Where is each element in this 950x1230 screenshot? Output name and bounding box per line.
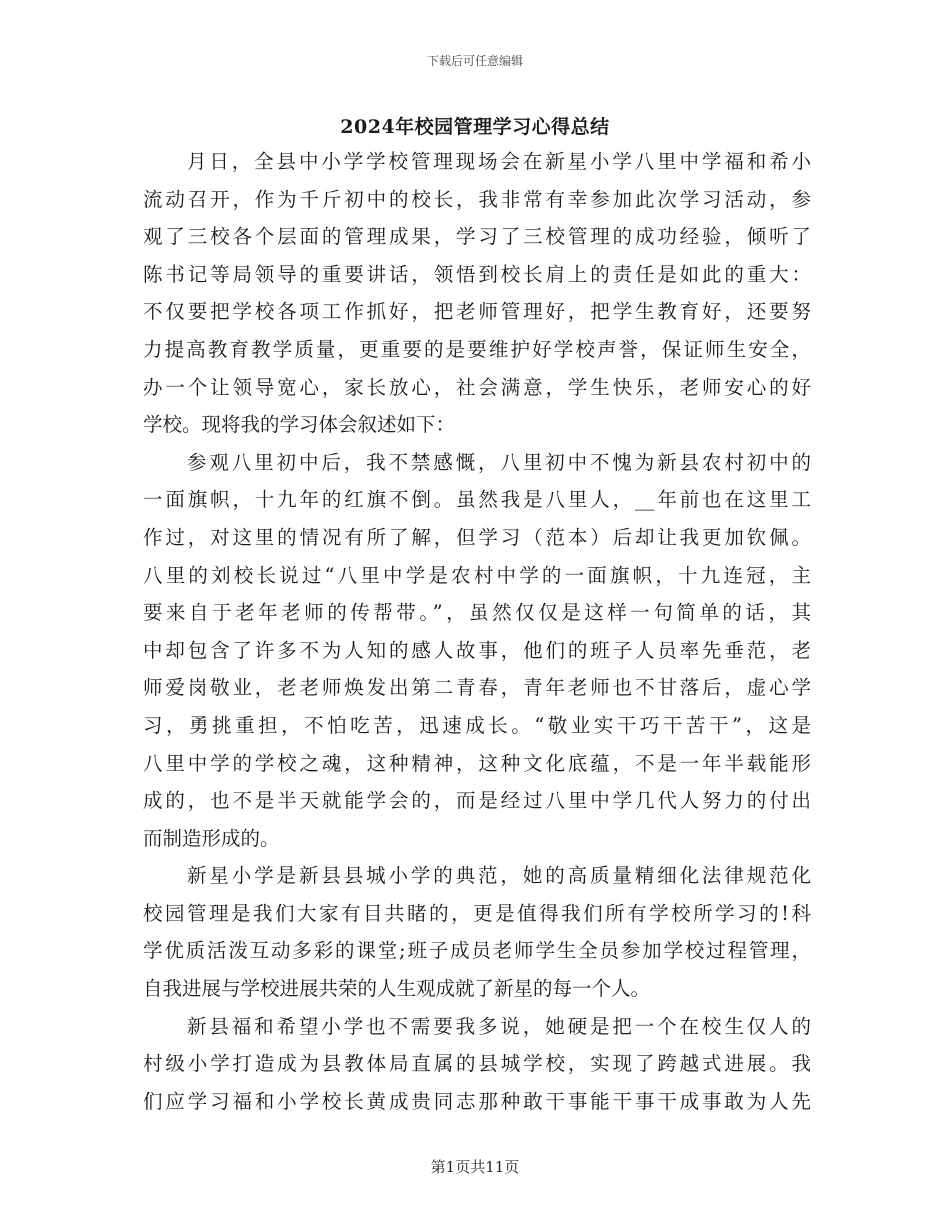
paragraph-2 (143, 444, 811, 858)
paragraph-line: 陈书记等局领导的重要讲话，领悟到校长肩上的责任是如此的重大： (143, 262, 811, 286)
paragraph-line: 学校。现将我的学习体会叙述如下： (143, 413, 456, 437)
paragraph-4 (143, 1008, 811, 1121)
paragraph-line: 成的，也不是半天就能学会的，而是经过八里中学几代人努力的付出 (143, 789, 811, 813)
paragraph-1 (143, 143, 811, 444)
paragraph-line: 作过，对这里的情况有所了解，但学习（范本）后却让我更加钦佩。 (143, 525, 811, 549)
paragraph-line: 不仅要把学校各项工作抓好，把老师管理好，把学生教育好，还要努 (143, 300, 811, 324)
paragraph-line: 力提高教育教学质量，更重要的是要维护好学校声誉，保证师生安全， (143, 337, 811, 361)
paragraph-line: 月日，全县中小学学校管理现场会在新星小学八里中学福和希小 (187, 150, 811, 173)
paragraph-line: 师爱岗敬业，老老师焕发出第二青春，青年老师也不甘落后，虚心学 (143, 676, 811, 700)
paragraph-line: 观了三校各个层面的管理成果，学习了三校管理的成功经验，倾听了 (143, 225, 811, 249)
paragraph-line: 习，勇挑重担，不怕吃苦，迅速成长。“敬业实干巧干苦干”，这是 (143, 713, 811, 737)
document-title: 2024年校园管理学习心得总结 (340, 116, 610, 138)
paragraph-line: 自我进展与学校进展共荣的人生观成就了新星的每一个人。 (143, 977, 651, 1001)
paragraph-line: 新星小学是新县县城小学的典范，她的高质量精细化法律规范化 (187, 864, 811, 888)
document-body (143, 143, 811, 1120)
paragraph-line: 学优质活泼互动多彩的课堂;班子成员老师学生全员参加学校过程管理， (143, 939, 811, 963)
paragraph-line: 们应学习福和小学校长黄成贵同志那种敢干事能干事干成事敢为人先 (143, 1089, 811, 1113)
paragraph-line: 新县福和希望小学也不需要我多说，她硬是把一个在校生仅人的 (187, 1014, 811, 1038)
paragraph-line: 而制造形成的。 (143, 826, 280, 850)
paragraph-line: 校园管理是我们大家有目共睹的，更是值得我们所有学校所学习的!科 (143, 901, 811, 925)
page-header-note: 下载后可任意编辑 (426, 54, 523, 68)
page-number: 第1页共11页 (430, 1158, 520, 1176)
paragraph-line: 八里的刘校长说过“八里中学是农村中学的一面旗帜，十九连冠，主 (143, 563, 811, 587)
paragraph-line: 要来自于老年老师的传帮带。”，虽然仅仅是这样一句简单的话，其 (143, 601, 811, 625)
paragraph-line: 参观八里初中后，我不禁感慨，八里初中不愧为新县农村初中的 (187, 450, 811, 474)
paragraph-line: 办一个让领导宽心，家长放心，社会满意，学生快乐，老师安心的好 (143, 375, 811, 399)
paragraph-3 (143, 857, 811, 1007)
paragraph-line: 一面旗帜，十九年的红旗不倒。虽然我是八里人，__年前也在这里工 (143, 488, 811, 512)
paragraph-line: 流动召开，作为千斤初中的校长，我非常有幸参加此次学习活动，参 (143, 187, 811, 211)
paragraph-line: 八里中学的学校之魂，这种精神，这种文化底蕴，不是一年半载能形 (143, 751, 811, 775)
paragraph-line: 村级小学打造成为县教体局直属的县城学校，实现了跨越式进展。我 (143, 1052, 811, 1076)
paragraph-line: 中却包含了许多不为人知的感人故事，他们的班子人员率先垂范，老 (143, 638, 811, 662)
